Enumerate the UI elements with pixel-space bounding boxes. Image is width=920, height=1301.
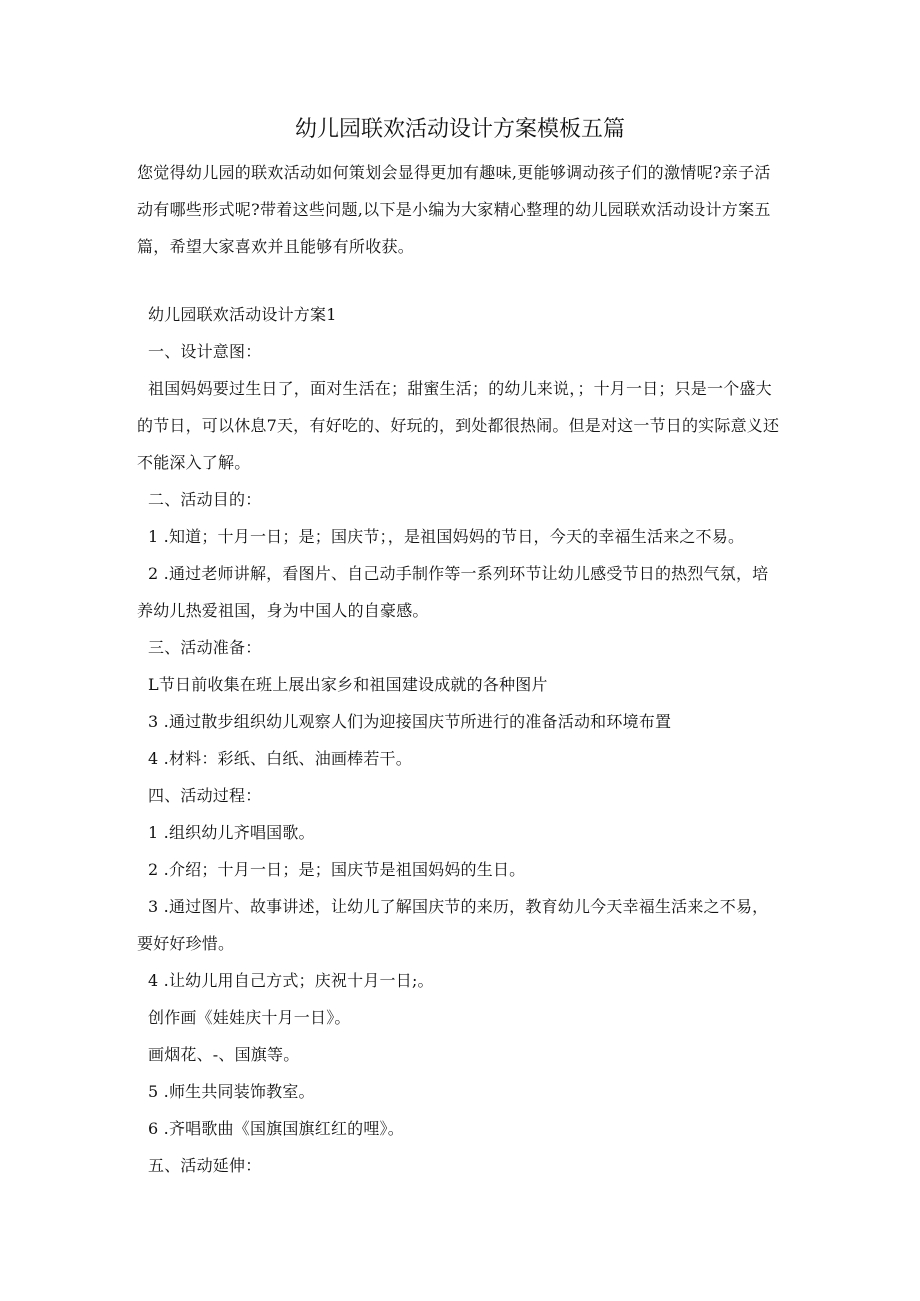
section-heading: 幼儿园联欢活动设计方案1 xyxy=(148,305,337,324)
list-item: 2 .通过老师讲解，看图片、自己动手制作等一系列环节让幼儿感受节日的热烈气氛，培养幼儿热爱祖国，身为中国人的自豪感。 xyxy=(137,564,769,620)
document-title: 幼儿园联欢活动设计方案模板五篇 xyxy=(294,117,625,142)
paragraph: 祖国妈妈要过生日了，面对生活在；甜蜜生活；的幼儿来说，；十月一日；只是一个盛大的节日，可以休息7天，有好吃的、好玩的，到处都很热闹。但是对这一节日的实际意义还不能深入了解。 xyxy=(137,379,780,472)
list-item: 2 .介绍；十月一日；是；国庆节是祖国妈妈的生日。 xyxy=(148,860,526,879)
subheading: 五、活动延伸： xyxy=(148,1156,262,1175)
intro-paragraph xyxy=(137,154,782,265)
subheading: 二、活动目的： xyxy=(148,490,262,509)
list-item: 4 .让幼儿用自己方式；庆祝十月一日;。 xyxy=(148,971,434,990)
list-item: 5 .师生共同装饰教室。 xyxy=(148,1082,315,1101)
list-item: 1 .知道；十月一日；是；国庆节；，是祖国妈妈的节日，今天的幸福生活来之不易。 xyxy=(148,527,745,546)
list-item: L节日前收集在班上展出家乡和祖国建设成就的各种图片 xyxy=(148,675,548,694)
paragraph: 画烟花、-、国旗等。 xyxy=(148,1045,300,1064)
list-item: 4 .材料：彩纸、白纸、油画棒若干。 xyxy=(148,749,412,768)
list-item: 1 .组织幼儿齐唱国歌。 xyxy=(148,823,315,842)
intro-text: 您觉得幼儿园的联欢活动如何策划会显得更加有趣味,更能够调动孩子们的激情呢?亲子活动有哪些形式呢?带着这些问题,以下是小编为大家精心整理的幼儿园联欢活动设计方案五篇，希望大家喜欢并且能够有所收获。 xyxy=(137,163,771,256)
document-body xyxy=(137,296,782,1184)
paragraph: 创作画《娃娃庆十月一日》。 xyxy=(148,1008,351,1027)
list-item: 3 .通过散步组织幼儿观察人们为迎接国庆节所进行的准备活动和环境布置 xyxy=(148,712,672,731)
subheading: 一、设计意图： xyxy=(148,342,262,361)
list-item: 6 .齐唱歌曲《国旗国旗红红的哩》。 xyxy=(148,1119,404,1138)
subheading: 三、活动准备： xyxy=(148,638,262,657)
list-item: 3 .通过图片、故事讲述，让幼儿了解国庆节的来历，教育幼儿今天幸福生活来之不易，要好好珍惜。 xyxy=(137,897,769,953)
subheading: 四、活动过程： xyxy=(148,786,262,805)
